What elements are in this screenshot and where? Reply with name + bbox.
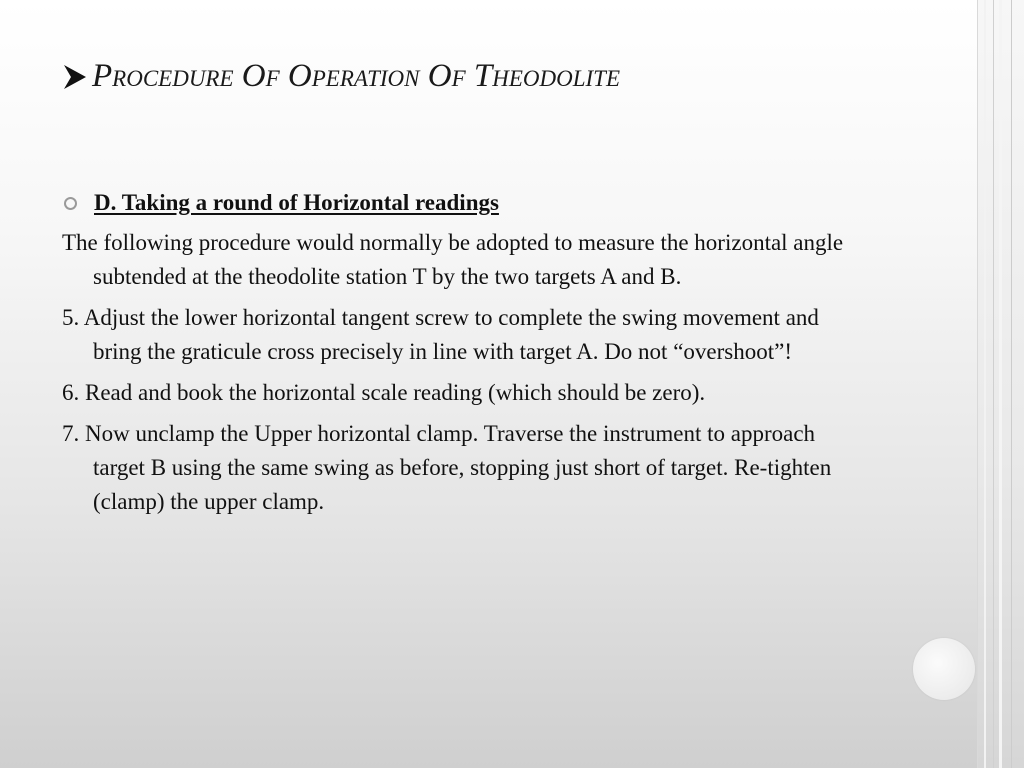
border-stripe [999, 0, 1002, 768]
border-stripe [1011, 0, 1012, 768]
hollow-circle-icon [64, 197, 77, 210]
body-paragraph-step-5: 5. Adjust the lower horizontal tangent screw to complete the swing movement and bring the graticule cross precisely in line with target A. Do not “overshoot”! [62, 305, 819, 364]
section-heading-text: D. Taking a round of Horizontal readings [94, 190, 499, 215]
section-heading [62, 186, 862, 220]
body-paragraph-step-7: 7. Now unclamp the Upper horizontal clamp. Traverse the instrument to approach target B using the same swing as before, stopping just short of target. Re-tighten (clamp) the upper clamp. [62, 421, 832, 514]
decorative-circle [913, 638, 975, 700]
body-paragraph-step-6: 6. Read and book the horizontal scale reading (which should be zero). [62, 380, 706, 405]
arrow-right-icon [62, 63, 88, 91]
border-stripe [984, 0, 986, 768]
border-stripe [977, 0, 978, 768]
border-stripe [993, 0, 994, 768]
body-paragraph-intro: The following procedure would normally be adopted to measure the horizontal angle subtended at the theodolite station T by the two targets A and B. [62, 230, 844, 289]
slide-title [62, 58, 620, 95]
slide-body [62, 186, 862, 526]
slide-title-text: Procedure Of Operation Of Theodolite [92, 58, 620, 94]
